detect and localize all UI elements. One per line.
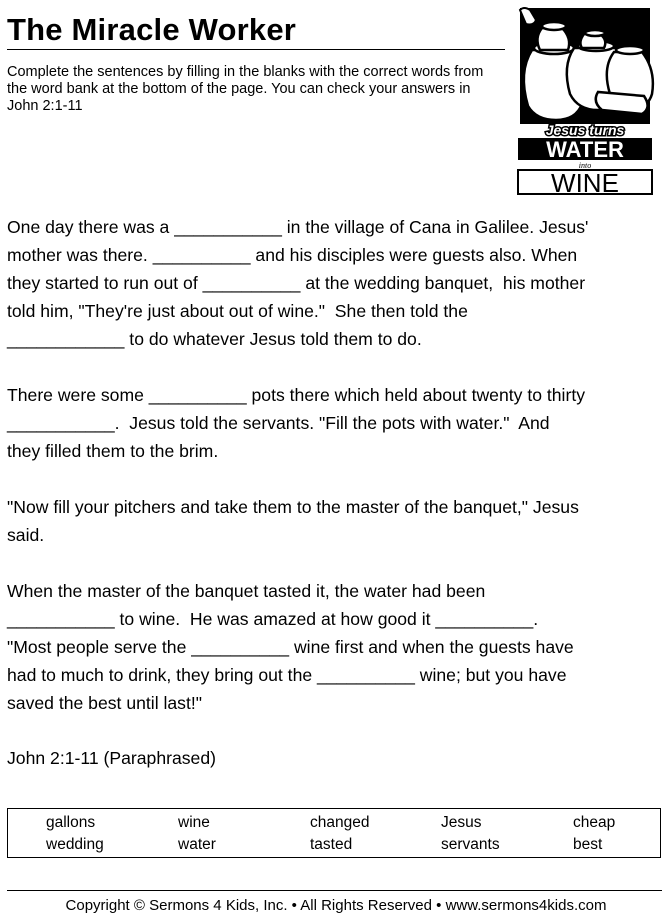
paragraph-gap — [7, 353, 662, 381]
story-line: ___________. Jesus told the servants. "Fill the pots with water." And — [7, 413, 550, 433]
logo-line4: WINE — [551, 168, 619, 196]
word-bank-word: changed — [310, 814, 370, 831]
word-bank-word: tasted — [310, 836, 353, 853]
word-bank — [7, 808, 661, 858]
story-line: There were some __________ pots there which held about twenty to thirty — [7, 385, 586, 405]
story-text — [7, 213, 662, 717]
logo-line2: WATER — [546, 137, 624, 162]
story-line: mother was there. __________ and his disciples were guests also. When — [7, 245, 578, 265]
page-title: The Miracle Worker — [7, 12, 297, 47]
instructions-text: Complete the sentences by filling in the blanks with the correct words from the word bank at the bottom of the page. You can check your answers in John 2:1-11 — [7, 64, 484, 114]
word-bank-word: cheap — [573, 814, 616, 831]
story-line: they filled them to the brim. — [7, 441, 219, 461]
story-line: ____________ to do whatever Jesus told them to do. — [7, 329, 422, 349]
story-line: saved the best until last!" — [7, 693, 203, 713]
water-into-wine-logo — [514, 4, 656, 196]
word-bank-word: wine — [178, 814, 210, 831]
word-bank-word: Jesus — [441, 814, 482, 831]
word-bank-word: water — [178, 836, 216, 853]
word-bank-word: best — [573, 836, 603, 853]
title-underline — [7, 49, 505, 50]
word-bank-word: gallons — [46, 814, 96, 831]
story-line: they started to run out of __________ at the wedding banquet, his mother — [7, 273, 586, 293]
story-line: said. — [7, 525, 45, 545]
logo-line3: into — [578, 161, 592, 170]
word-bank-word: wedding — [46, 836, 104, 853]
footer-divider — [7, 890, 662, 891]
story-line: told him, "They're just about out of wine." She then told the — [7, 301, 468, 321]
story-line: ___________ to wine. He was amazed at how good it __________. — [7, 609, 539, 629]
word-bank-row — [8, 836, 660, 856]
story-line: "Now fill your pitchers and take them to the master of the banquet," Jesus — [7, 497, 579, 517]
copyright-footer: Copyright © Sermons 4 Kids, Inc. • All Rights Reserved • www.sermons4kids.com — [65, 897, 607, 914]
paragraph-gap — [7, 549, 662, 577]
story-line: had to much to drink, they bring out the __________ wine; but you have — [7, 665, 567, 685]
story-line: One day there was a ___________ in the village of Cana in Galilee. Jesus' — [7, 217, 589, 237]
story-line: When the master of the banquet tasted it, the water had been — [7, 581, 486, 601]
paragraph-gap — [7, 465, 662, 493]
word-bank-word: servants — [441, 836, 500, 853]
word-bank-row — [8, 814, 660, 834]
scripture-reference: John 2:1-11 (Paraphrased) — [7, 748, 216, 768]
story-line: "Most people serve the __________ wine first and when the guests have — [7, 637, 574, 657]
logo-line1: Jesus turns — [545, 122, 625, 138]
